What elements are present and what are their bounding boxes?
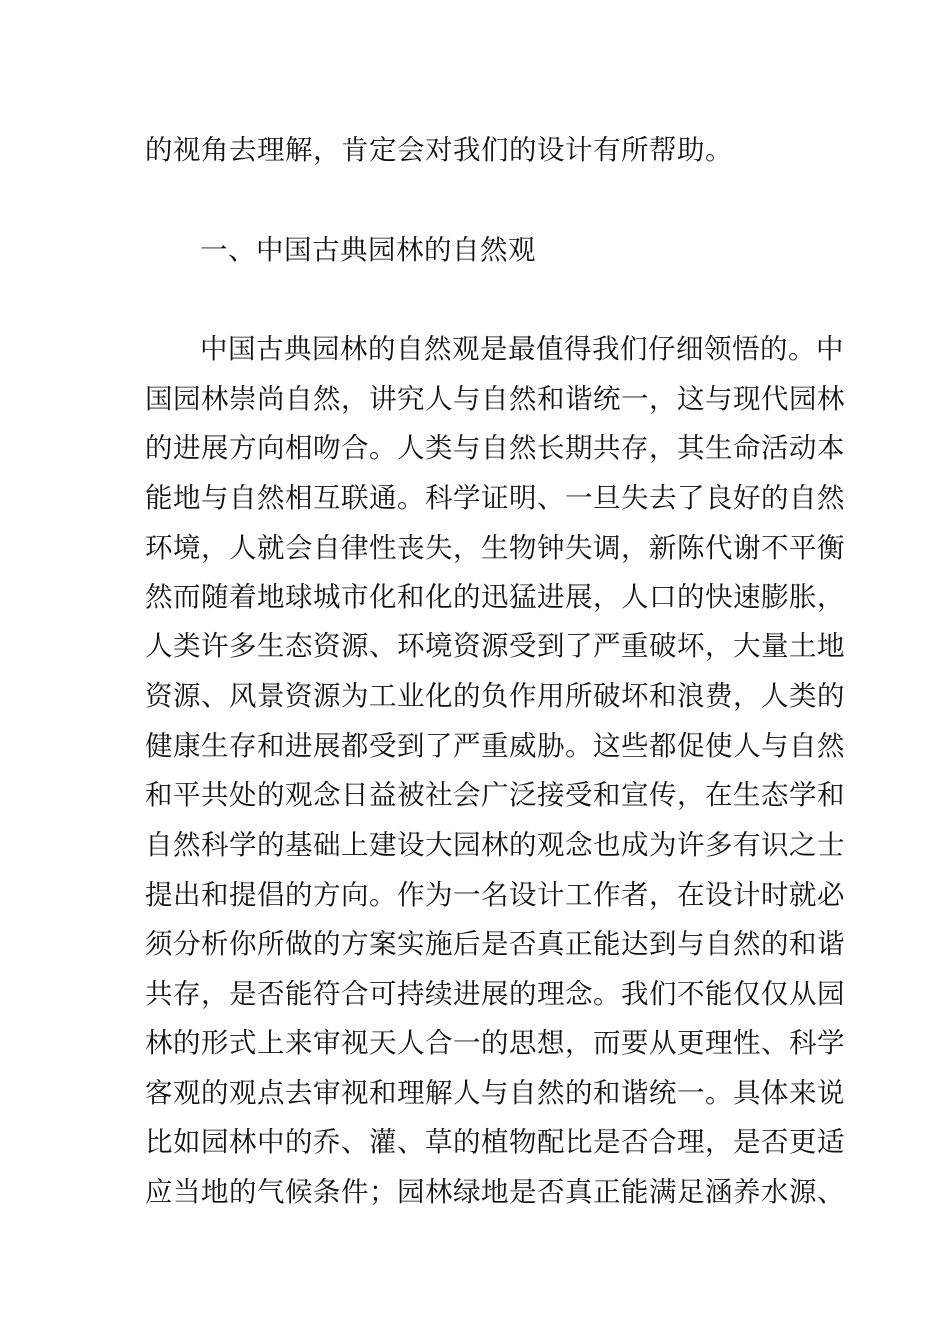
paragraph-line: 的进展方向相吻合。人类与自然长期共存，其生命活动本 [145, 432, 845, 464]
section-heading: 一、中国古典园林的自然观 [200, 234, 536, 266]
paragraph-line: 共存，是否能符合可持续进展的理念。我们不能仅仅从园 [145, 978, 845, 1010]
paragraph-line: 客观的观点去审视和理解人与自然的和谐统一。具体来说 [145, 1077, 845, 1109]
paragraph-line: 健康生存和进展都受到了严重威胁。这些都促使人与自然 [145, 730, 845, 762]
paragraph-line: 应当地的气候条件；园林绿地是否真正能满足涵养水源、 [145, 1176, 845, 1208]
paragraph-line: 比如园林中的乔、灌、草的植物配比是否合理，是否更适 [145, 1126, 845, 1158]
paragraph-line: 中国古典园林的自然观是最值得我们仔细领悟的。中 [200, 333, 844, 365]
paragraph-line: 林的形式上来审视天人合一的思想，而要从更理性、科学 [145, 1027, 845, 1059]
paragraph-line: 能地与自然相互联通。科学证明、一旦失去了良好的自然 [145, 482, 845, 514]
paragraph-line: 须分析你所做的方案实施后是否真正能达到与自然的和谐 [145, 928, 845, 960]
paragraph-line: 人类许多生态资源、环境资源受到了严重破坏，大量土地 [145, 630, 845, 662]
paragraph-line: 提出和提倡的方向。作为一名设计工作者，在设计时就必 [145, 879, 845, 911]
paragraph-line: 资源、风景资源为工业化的负作用所破坏和浪费，人类的 [145, 680, 845, 712]
paragraph-line: 然而随着地球城市化和化的迅猛进展，人口的快速膨胀， [145, 581, 845, 613]
paragraph-line: 和平共处的观念日益被社会广泛接受和宣传，在生态学和 [145, 779, 845, 811]
paragraph-line: 环境，人就会自律性丧失，生物钟失调，新陈代谢不平衡 [145, 532, 845, 564]
paragraph-line: 国园林崇尚自然，讲究人与自然和谐统一，这与现代园林 [145, 383, 845, 415]
paragraph-line: 自然科学的基础上建设大园林的观念也成为许多有识之士 [145, 829, 845, 861]
continuation-line: 的视角去理解，肯定会对我们的设计有所帮助。 [145, 134, 733, 166]
